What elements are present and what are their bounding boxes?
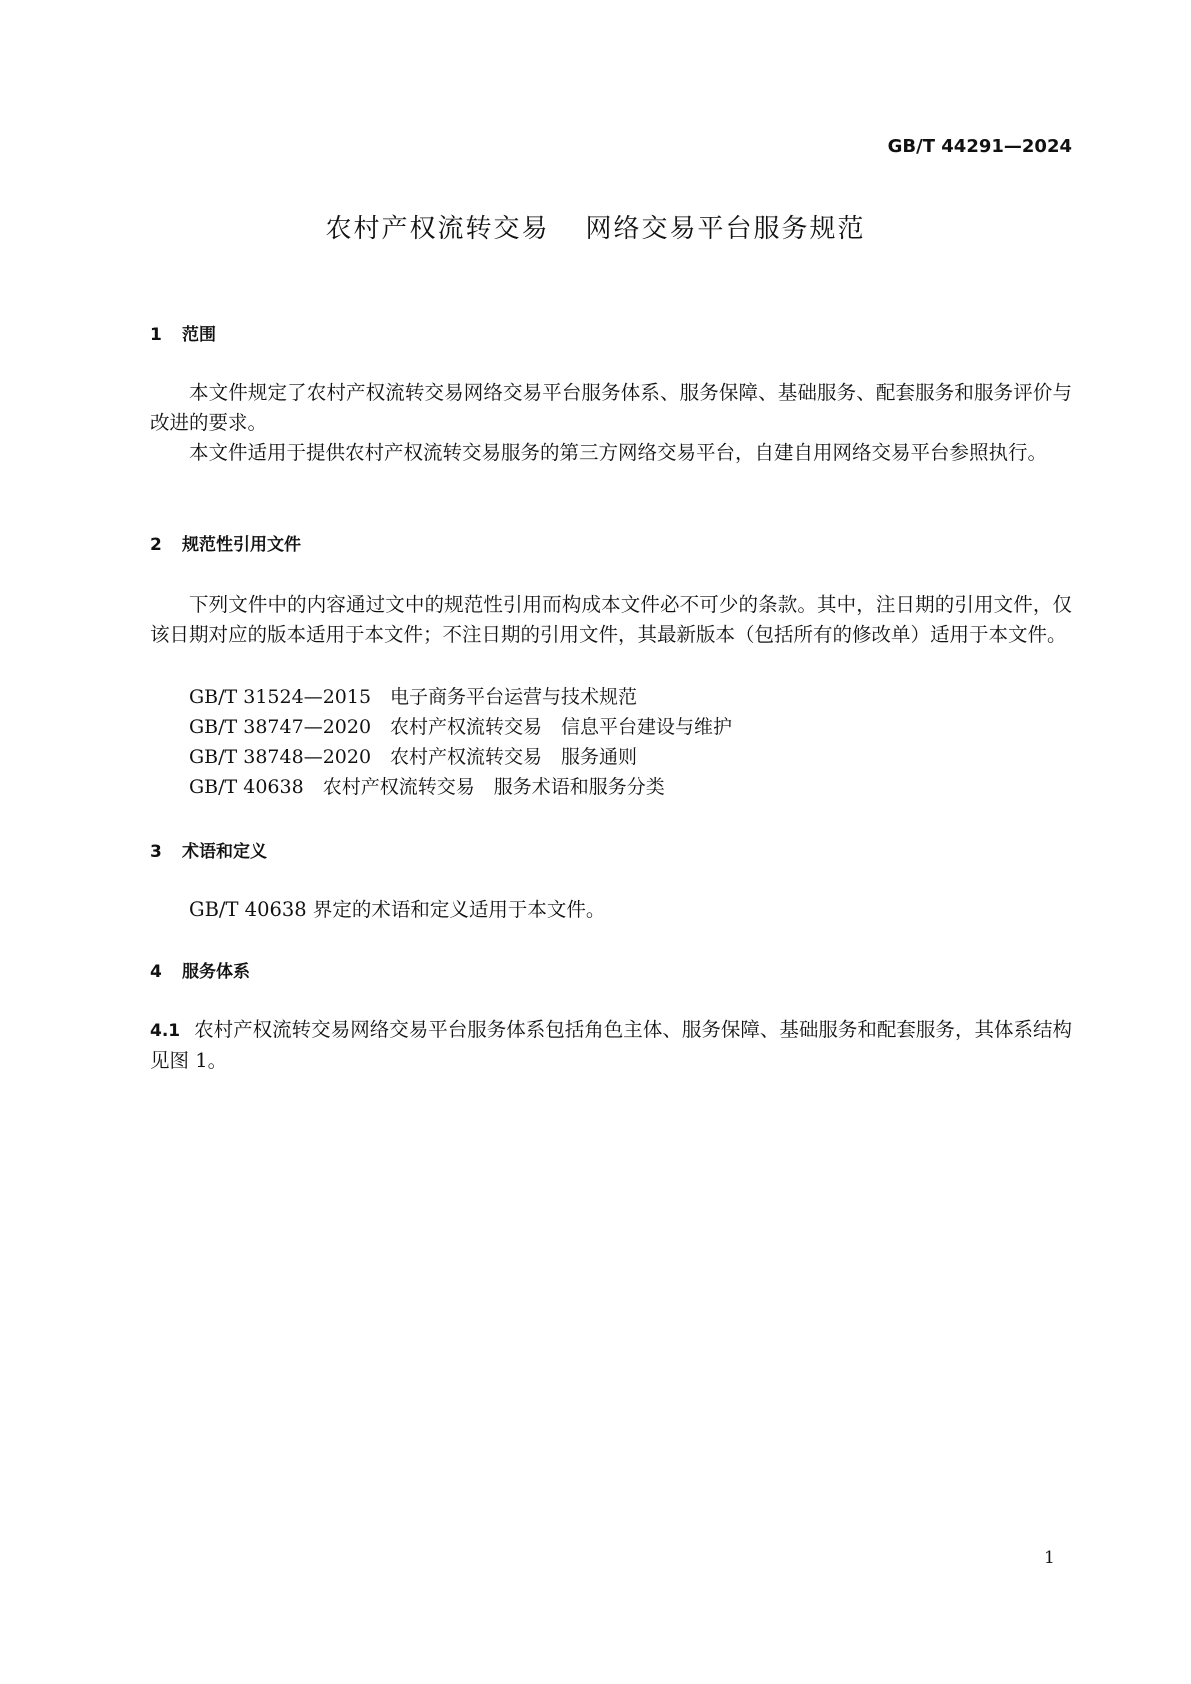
page-number: 1 <box>1044 1548 1055 1568</box>
section-title: 范围 <box>182 325 216 345</box>
section-title: 规范性引用文件 <box>182 535 301 555</box>
section-2-heading <box>150 530 301 555</box>
section-4-heading <box>150 957 250 982</box>
paragraph: 下列文件中的内容通过文中的规范性引用而构成本文件必不可少的条款。其中，注日期的引用文件，仅该日期对应的版本适用于本文件；不注日期的引用文件，其最新版本（包括所有的修改单）适用于本文件。 <box>150 593 1072 646</box>
paragraph: 本文件规定了农村产权流转交易网络交易平台服务体系、服务保障、基础服务、配套服务和服务评价与改进的要求。 <box>150 381 1072 434</box>
paragraph: 本文件适用于提供农村产权流转交易服务的第三方网络交易平台，自建自用网络交易平台参照执行。 <box>189 441 1048 464</box>
section-number: 3 <box>150 842 162 862</box>
reference-item: GB/T 38747—2020 农村产权流转交易 信息平台建设与维护 <box>189 716 733 738</box>
reference-item: GB/T 38748—2020 农村产权流转交易 服务通则 <box>189 746 638 768</box>
reference-item: GB/T 40638 农村产权流转交易 服务术语和服务分类 <box>189 776 665 798</box>
title-part-1: 农村产权流转交易 <box>325 214 550 244</box>
document-title <box>0 208 1191 245</box>
section-1-heading <box>150 320 216 345</box>
clause-text: 农村产权流转交易网络交易平台服务体系包括角色主体、服务保障、基础服务和配套服务，其体系结构见图 1。 <box>150 1018 1072 1072</box>
clause-number: 4.1 <box>150 1021 181 1041</box>
paragraph: GB/T 40638 界定的术语和定义适用于本文件。 <box>189 898 606 921</box>
section-title: 术语和定义 <box>182 842 267 862</box>
standard-number: GB/T 44291—2024 <box>887 136 1072 157</box>
section-number: 1 <box>150 325 162 345</box>
reference-item: GB/T 31524—2015 电子商务平台运营与技术规范 <box>189 686 638 708</box>
section-number: 2 <box>150 535 162 555</box>
section-number: 4 <box>150 962 162 982</box>
title-part-2: 网络交易平台服务规范 <box>585 214 866 244</box>
section-title: 服务体系 <box>182 962 250 982</box>
clause-4-1 <box>150 1015 1072 1076</box>
section-3-heading <box>150 837 267 862</box>
